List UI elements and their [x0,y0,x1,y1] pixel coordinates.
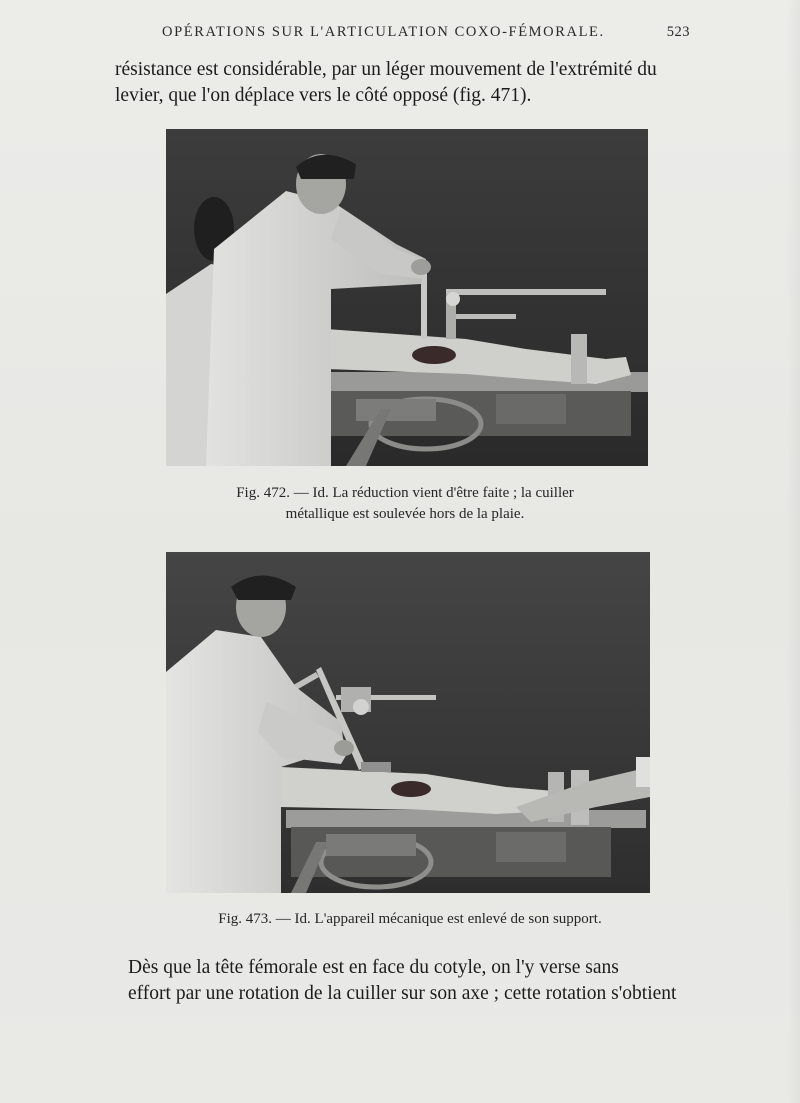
surgery-photo-1-illustration [166,129,648,466]
paragraph-bottom [128,955,694,1007]
page-number: 523 [666,24,690,40]
text-line: effort par une rotation de la cuiller sur son axe ; cette rotation s'obtient [128,983,677,1004]
figure-472-caption [195,483,615,525]
text-line: résistance est considérable, par un léger mouvement de l'extrémité du [115,59,657,80]
figure-473-photo [166,552,650,893]
caption-line: métallique est soulevée hors de la plaie. [285,506,525,522]
text-line: levier, que l'on déplace vers le côté opposé (fig. 471). [115,85,532,106]
text-line: Dès que la tête fémorale est en face du cotyle, on l'y verse sans [128,957,619,978]
figure-472-photo [166,129,648,466]
surgery-photo-2-illustration [166,552,650,893]
paragraph-top [115,57,685,109]
figure-473-caption: Fig. 473. — Id. L'appareil mécanique est enlevé de son support. [218,911,602,927]
caption-line: Fig. 472. — Id. La réduction vient d'être faite ; la cuiller [236,485,574,501]
page-edge-shadow [786,0,800,1103]
running-title: OPÉRATIONS SUR L'ARTICULATION COXO-FÉMORALE. [162,24,605,40]
